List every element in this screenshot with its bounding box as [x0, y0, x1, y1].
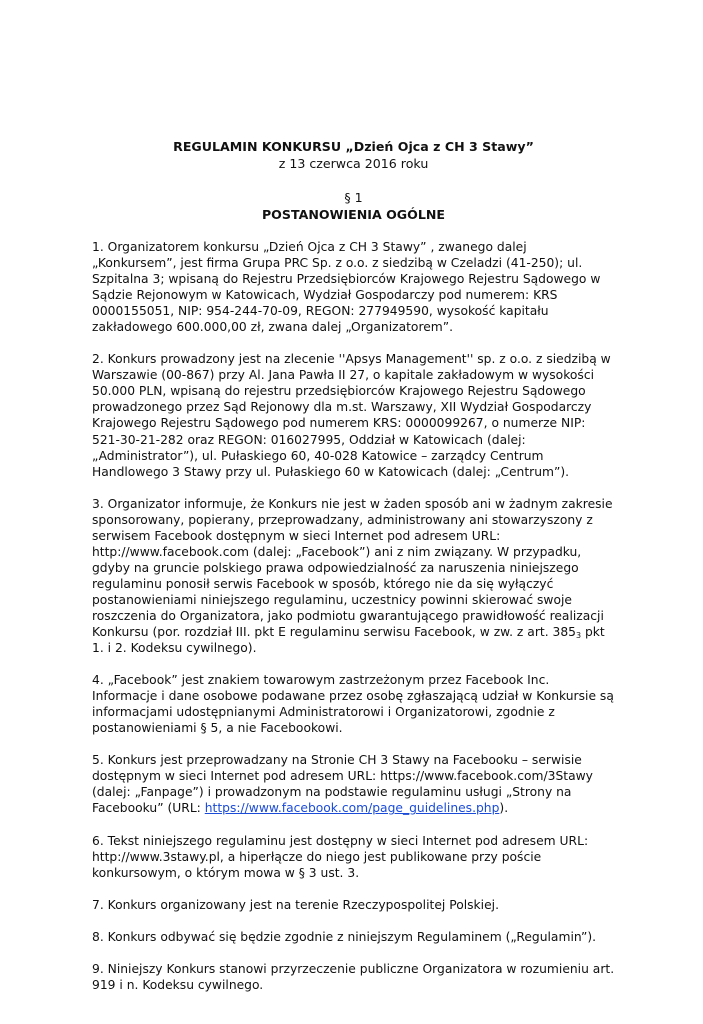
- paragraph-3-subscript: 3: [576, 631, 582, 641]
- paragraph-6: 6. Tekst niniejszego regulaminu jest dostępny w sieci Internet pod adresem URL: http://www.3stawy.pl, a hiperłącze do niego jest publikowane przy poście konkursowym, o którym mowa w § 3 ust. 3.: [92, 833, 589, 880]
- paragraph-4: 4. „Facebook” jest znakiem towarowym zastrzeżonym przez Facebook Inc. Informacje i dane osobowe podawane przez osobę zgłaszającą udział w Konkursie są informacjami udostępnianymi Administratorowi i Organizatorowi, zgodnie z postanowieniami § 5, a nie Facebookowi.: [92, 673, 614, 736]
- paragraph-5-text-b: ).: [499, 801, 509, 816]
- paragraph-3-text-b: pkt 1. i 2. Kodeksu cywilnego).: [92, 625, 605, 656]
- paragraph-3: [92, 496, 615, 656]
- document-title: REGULAMIN KONKURSU „Dzień Ojca z CH 3 Stawy”: [173, 139, 534, 154]
- document-date: z 13 czerwca 2016 roku: [278, 156, 429, 171]
- paragraph-2: 2. Konkurs prowadzony jest na zlecenie ''Apsys Management'' sp. z o.o. z siedzibą w Warszawie (00-867) przy Al. Jana Pawła II 27, o kapitale zakładowym w wysokości 50.000 PLN, wpisaną do rejestru przedsiębiorców Krajowego Rejestru Sądowego prowadzonego przez Sąd Rejonowy dla m.st. Warszawy, XII Wydział Gospodarczy Krajowego Rejestru Sądowego pod numerem KRS: 0000099267, o numerze NIP: 521-30-21-282 oraz REGON: 016027995, Oddział w Katowicach (dalej: „Administrator”), ul. Pułaskiego 60, 40-028 Katowice – zarządcy Centrum Handlowego 3 Stawy przy ul. Pułaskiego 60 w Katowicach (dalej: „Centrum”).: [92, 352, 611, 479]
- paragraph-5-text-a: 5. Konkurs jest przeprowadzany na Stronie CH 3 Stawy na Facebooku – serwisie dostępnym w sieci Internet pod adresem URL: https://www.facebook.com/3Stawy (dalej: „Fanpage”) i prowadzonym na podstawie regulaminu usługi „Strony na Facebooku” (URL:: [92, 753, 593, 816]
- paragraph-7: 7. Konkurs organizowany jest na terenie Rzeczypospolitej Polskiej.: [92, 897, 499, 912]
- section-number: § 1: [344, 190, 363, 205]
- section-title: POSTANOWIENIA OGÓLNE: [261, 207, 446, 222]
- paragraph-3-text-a: 3. Organizator informuje, że Konkurs nie jest w żaden sposób ani w żadnym zakresie sponsorowany, popierany, przeprowadzany, administrowany ani stowarzyszony z serwisem Facebook dostępnym w sieci Internet pod adresem URL: http://www.facebook.com (dalej: „Facebook”) ani z nim związany. W przypadku, gdyby na gruncie polskiego prawa odpowiedzialność za naruszenia niniejszego regulaminu ponosił serwis Facebook w sposób, którego nie da się wyłączyć postanowieniami niniejszego regulaminu, uczestnicy powinni skierować swoje roszczenia do Organizatora, jako podmiotu gwarantującego prawidłowość realizacji Konkursu (por. rozdział III. pkt E regulaminu serwisu Facebook, w zw. z art. 385: [92, 496, 613, 640]
- page-guidelines-link[interactable]: https://www.facebook.com/page_guidelines.php: [204, 801, 500, 816]
- document-header: [92, 138, 615, 223]
- paragraph-1: 1. Organizatorem konkursu „Dzień Ojca z CH 3 Stawy” , zwanego dalej „Konkursem”, jest firma Grupa PRC Sp. z o.o. z siedzibą w Czeladzi (41-250); ul. Szpitalna 3; wpisaną do Rejestru Przedsiębiorców Krajowego Rejestru Sądowego w Sądzie Rejonowym w Katowicach, Wydział Gospodarczy pod numerem: KRS 0000155051, NIP: 954-244-70-09, REGON: 277949590, wysokość kapitału zakładowego 600.000,00 zł, zwana dalej „Organizatorem”.: [92, 240, 601, 335]
- document-body: [92, 239, 615, 993]
- paragraph-8: 8. Konkurs odbywać się będzie zgodnie z niniejszym Regulaminem („Regulamin”).: [92, 929, 597, 944]
- paragraph-9: 9. Niniejszy Konkurs stanowi przyrzeczenie publiczne Organizatora w rozumieniu art. 919 i n. Kodeksu cywilnego.: [92, 961, 615, 992]
- paragraph-5: [92, 752, 615, 816]
